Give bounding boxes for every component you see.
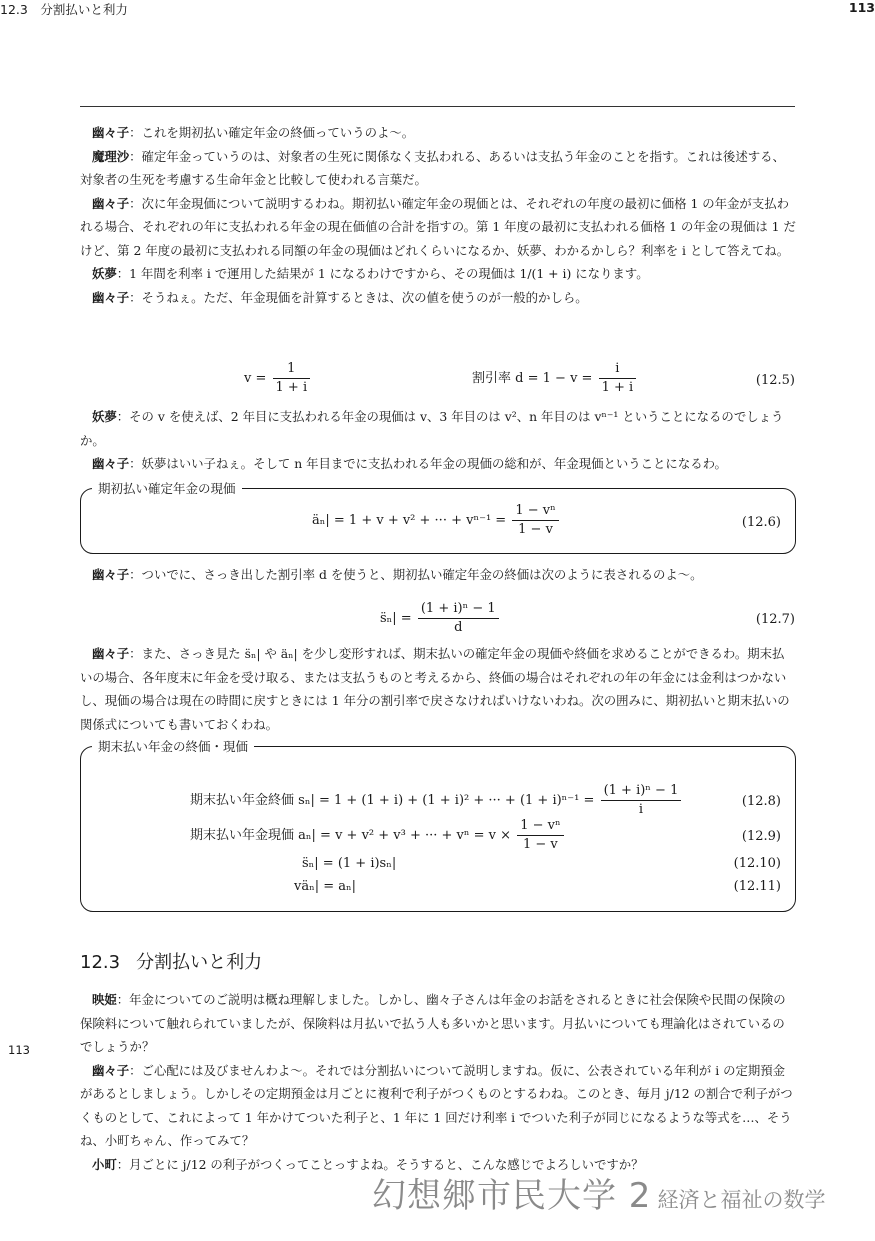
equation-12-9: 期末払い年金現価 aₙ| = v + v² + v³ + ··· + vⁿ = v × $\frac{\text{1 − vⁿ}}{1 - v}$ [190,817,566,854]
margin-page-number: 113 [8,1043,30,1057]
box-label: 期初払い確定年金の現価 [92,479,242,497]
equation-number: (12.11) [733,879,781,894]
dialogue-line: 幽々子：ご心配には及びませんわよ〜。それでは分割払いについて説明しますね。仮に、公表されている年利が i の定期預金があるとしましょう。しかしその定期預金は月ごとに複利で利子がつくものとするわね。このとき、毎月 j/12 の割合で利子がつくものとして、これによって 1 年かけてついた利子と、1 年に 1 回だけ利率 i でついた利子が同じになるような等式を…、そうね、小町ちゃん、作ってみて？ [80,1062,793,1148]
dialogue-line: 幽々子：妖夢はいい子ねぇ。そして n 年目までに支払われる年金の現価の総和が、年金現価ということになるわ。 [92,456,727,471]
equation-12-5-left: v = $\frac{1}{1 + i}$ [244,360,312,397]
equation-number: (12.10) [733,856,781,871]
section-number: 12.3 [80,952,121,973]
dialogue-line: 妖夢：その v を使えば、2 年目に支払われる年金の現価は v、3 年目のは v²、n 年目のは vⁿ⁻¹ ということになるのでしょうか。 [80,409,784,448]
book-footer [372,1168,825,1217]
fraction: $\frac{\text{1 − vⁿ}}{1 - v}$ [512,502,558,539]
section-heading [80,948,262,974]
equation-12-8: 期末払い年金終価 sₙ| = 1 + (1 + i) + (1 + i)² + ··· + (1 + i)ⁿ⁻¹ = $\frac{\text{(1 + i)ⁿ − 1}}{i}$ [190,782,683,819]
fraction: $\frac{\text{(1 + i)ⁿ − 1}}{d}$ [418,600,499,637]
equation-number: (12.6) [741,515,781,530]
dialogue-line: 幽々子：また、さっき見た s̈ₙ| や äₙ| を少し変形すれば、期末払いの確定年金の現価や終価を求めることができるわ。期末払いの場合、各年度末に年金を受け取る、または支払うものと考えるから、終価の場合はそれぞれの年の年金には金利はつかないし、現価の場合は現在の時間に戻すときには 1 年分の割引率で戻さなければいけないわね。次の囲みに、期初払いと期末払いの関係式についても書いておくわね。 [80,646,790,732]
equation-number: (12.8) [741,794,781,809]
dialogue-line: 幽々子：これを期初払い確定年金の終価っていうのよ〜。 [92,125,415,140]
fraction: $\frac{\text{(1 + i)ⁿ − 1}}{i}$ [601,782,682,819]
equation-12-11: väₙ| = aₙ| [294,879,357,894]
book-title: 幻想郷市民大学 2 [372,1176,652,1216]
fraction: $\frac{i}{1 + i}$ [599,360,637,397]
equation-12-10: s̈ₙ| = (1 + i)sₙ| [302,856,397,871]
dialogue-line: 幽々子：そうねぇ。ただ、年金現価を計算するときは、次の値を使うのが一般的かしら。 [92,289,588,305]
running-header [0,0,875,18]
book-subtitle: 経済と福祉の数学 [657,1188,826,1212]
running-header-section: 12.3 分割払いと利力 [0,2,128,17]
fraction: $\frac{1}{1 + i}$ [273,360,311,397]
dialogue-bottom [80,988,796,1176]
box-label: 期末払い年金の終価・現価 [92,737,254,755]
dialogue-line: 映姫：年金についてのご説明は概ね理解しました。しかし、幽々子さんは年金のお話をされるときに社会保険や民間の保険の保険料について触れられていましたが、保険料は月払いで払う人も多いかと思います。月払いについても理論化はされているのでしょうか？ [80,992,786,1054]
equation-number: (12.9) [741,829,781,844]
dialogue-line: 妖夢：1 年間を利率 i で運用した結果が 1 になるわけですから、その現価は 1/(1 + i) になります。 [92,266,649,281]
dialogue-line: 魔理沙：確定年金っていうのは、対象者の生死に関係なく支払われる、あるいは支払う年金のことを指す。これは後述する、対象者の生死を考慮する生命年金と比較して使われる言葉だ。 [80,148,785,187]
dialogue-mid3 [80,642,796,736]
header-rule [80,106,795,107]
dialogue-line: 幽々子：次に年金現価について説明するわね。期初払い確定年金の現価とは、それぞれの年度の最初に価格 1 の年金が支払われる場合、それぞれの年に支払われる年金の現在価値の合計を指すの。第 1 年度の最初に支払われる価格 1 の年金の現価は 1 だけど、第 2 年度の最初に支払われる同額の年金の現価はどれくらいになるか、妖夢、わかるかしら？利率を i として答えてね。 [80,195,796,258]
fraction: $\frac{\text{1 − vⁿ}}{1 - v}$ [517,817,563,854]
dialogue-line: 幽々子：ついでに、さっき出した割引率 d を使うと、期初払い確定年金の終価は次のように表されるのよ〜。 [92,567,703,582]
dialogue-line: 小町：月ごとに j/12 の利子がつくってことっすよね。そうすると、こんな感じでよろしいですか？ [92,1156,644,1172]
equation-number: (12.7) [755,612,795,627]
page-number: 113 [848,0,875,15]
equation-12-5-right: 割引率 d = 1 − v = $\frac{i}{1 + i}$ [472,360,638,397]
equation-12-7: s̈ₙ| = $\frac{\text{(1 + i)ⁿ − 1}}{d}$ [380,600,501,637]
dialogue-top [80,121,796,309]
dialogue-mid1 [80,405,796,476]
section-title: 分割払いと利力 [136,952,263,973]
dialogue-mid2 [80,563,796,587]
equation-number: (12.5) [755,373,795,388]
equation-12-6: äₙ| = 1 + v + v² + ··· + vⁿ⁻¹ = $\frac{\text{1 − vⁿ}}{1 - v}$ [312,502,561,539]
